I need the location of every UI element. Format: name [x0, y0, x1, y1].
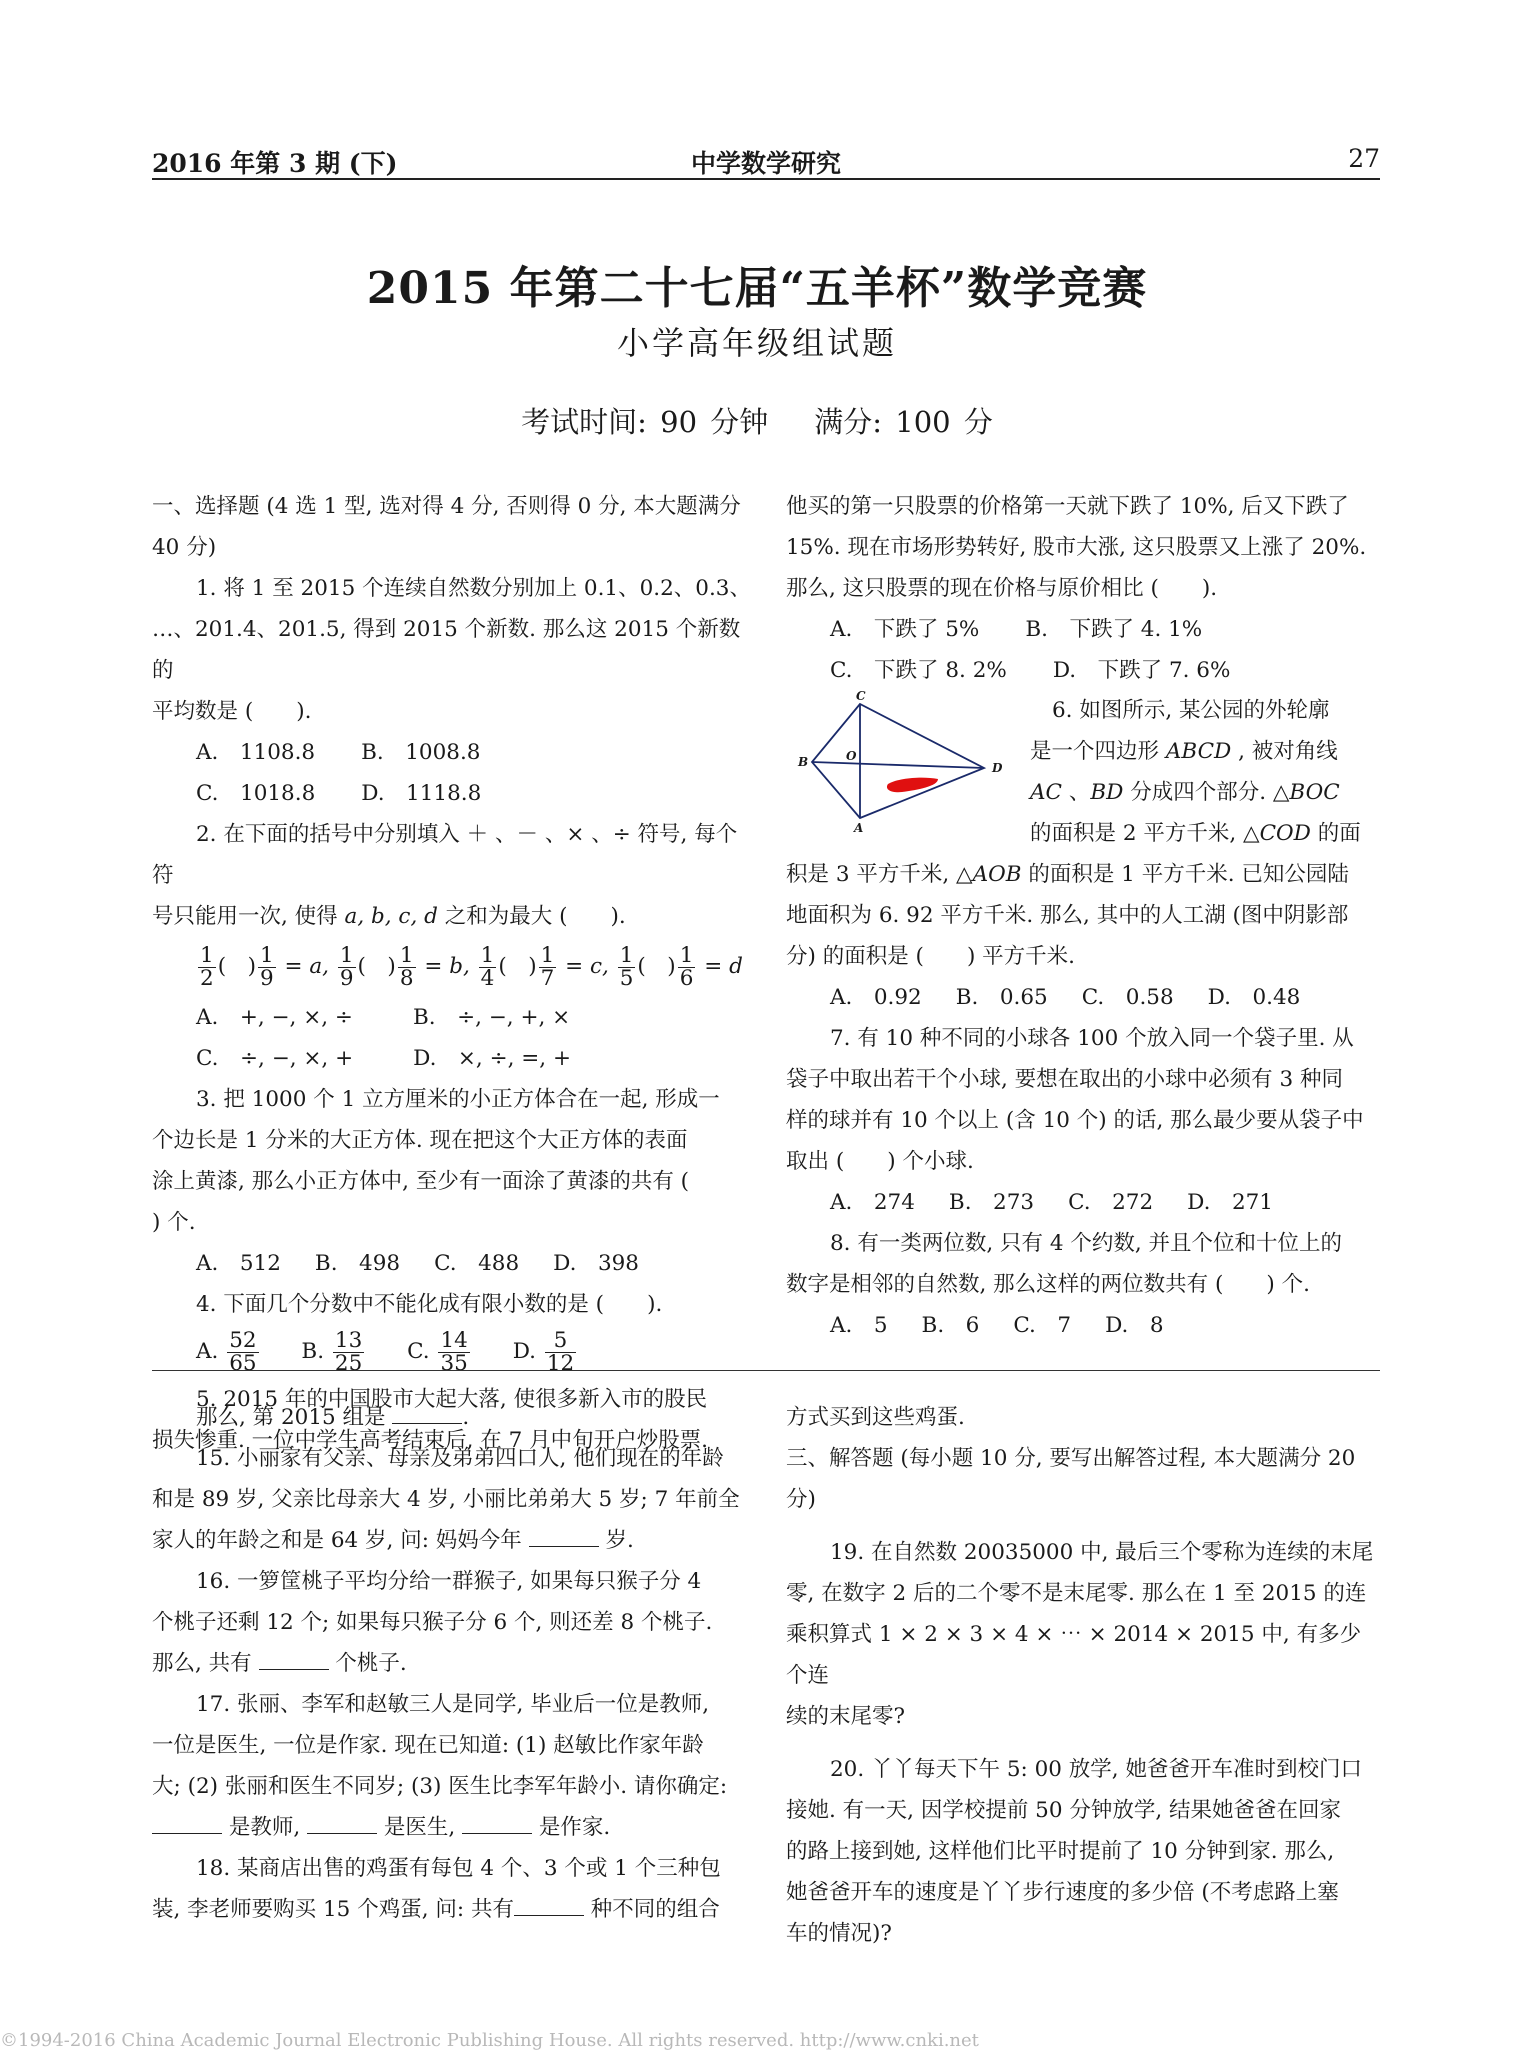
q18-text: 装, 李老师要购买 15 个鸡蛋, 问: 共有 — [152, 1897, 514, 1922]
q17-text: 是教师, — [228, 1815, 301, 1840]
frac-num: 14 — [440, 1327, 468, 1353]
page-subtitle: 小学高年级组试题 — [616, 324, 897, 362]
q6-line — [1030, 813, 1382, 854]
diagonal-bd — [812, 762, 984, 768]
fraction — [479, 942, 497, 991]
q20-line: 的路上接到她, 这样他们比平时提前了 10 分钟到家. 那么, — [786, 1839, 1335, 1864]
fig-label-b: B — [798, 755, 809, 769]
q8-line: 8. 有一类两位数, 只有 4 个约数, 并且个位和十位上的 — [830, 1231, 1343, 1256]
q6-var: AC — [1030, 780, 1062, 805]
page-number: 27 — [1348, 144, 1380, 173]
q17-text: 是医生, — [383, 1815, 456, 1840]
q3-option-d: D. 398 — [553, 1251, 639, 1276]
answer-blank — [392, 1405, 462, 1424]
frac-den: 35 — [440, 1350, 468, 1376]
q7-options-row — [786, 1182, 1382, 1223]
fraction — [398, 942, 416, 991]
section3-heading-cont: 分) — [786, 1487, 816, 1512]
equation-result: = d — [704, 954, 743, 979]
frac-den: 12 — [546, 1350, 575, 1376]
exam-info — [0, 400, 1514, 441]
q8-options-row — [786, 1305, 1382, 1346]
q6-option-d: D. 0.48 — [1207, 985, 1301, 1010]
q6-text: , 被对角线 — [1231, 739, 1338, 764]
q3-line: ) 个. — [152, 1210, 196, 1235]
q6-line: 6. 如图所示, 某公园的外轮廓 — [1052, 698, 1330, 723]
q8-option-d: D. 8 — [1105, 1313, 1164, 1338]
frac-num: 13 — [334, 1327, 363, 1353]
q6-line: 地面积为 6. 92 平方千米. 那么, 其中的人工湖 (图中阴影部 — [786, 903, 1349, 928]
q19-line: 零, 在数字 2 后的二个零不是末尾零. 那么在 1 至 2015 的连 — [786, 1581, 1367, 1606]
q6-var: ABCD — [1165, 739, 1232, 764]
fraction — [678, 942, 696, 991]
q14-tail — [152, 1397, 752, 1438]
q2-text: 号只能用一次, 使得 — [152, 904, 345, 929]
q20-line: 车的情况)? — [786, 1921, 892, 1946]
copyright-footer: ©1994-2016 China Academic Journal Electronic Publishing House. All rights reserved. http://www.cnki.net — [0, 2030, 979, 2051]
q2-options-row — [152, 1038, 752, 1079]
q16-text: 个桃子. — [335, 1651, 407, 1676]
q18-line — [152, 1889, 752, 1930]
answer-blank — [259, 1651, 329, 1670]
q5-option-b: B. 下跌了 4. 1% — [1025, 617, 1203, 642]
frac-num: 1 — [619, 942, 634, 968]
q4-option-d-label: D. — [512, 1339, 536, 1364]
section-divider — [152, 1370, 1380, 1371]
exam-time: 考试时间: 90 分钟 — [521, 405, 769, 439]
frac-den: 9 — [339, 965, 354, 991]
q18-line: 18. 某商店出售的鸡蛋有每包 4 个、3 个或 1 个三种包 — [196, 1856, 721, 1881]
q15-text: 家人的年龄之和是 64 岁, 问: 妈妈今年 — [152, 1528, 522, 1553]
frac-den: 25 — [334, 1350, 363, 1376]
q4-option-b-label: B. — [301, 1339, 325, 1364]
q6-text: 的面 — [1310, 821, 1361, 846]
fig-label-o: O — [846, 749, 857, 763]
blank-paren: ( ) — [637, 954, 676, 979]
q7-line: 取出 ( ) 个小球. — [786, 1149, 974, 1174]
q2-option-d: D. ×, ÷, =, + — [413, 1046, 571, 1071]
blank-paren: ( ) — [357, 954, 396, 979]
q20-line: 20. 丫丫每天下午 5: 00 放学, 她爸爸开车准时到校门口 — [830, 1757, 1362, 1782]
frac-num: 1 — [679, 942, 694, 968]
journal-name: 中学数学研究 — [690, 149, 841, 178]
q5-option-a: A. 下跌了 5% — [830, 617, 980, 642]
frac-num: 1 — [399, 942, 414, 968]
q14-text: . — [462, 1405, 470, 1430]
frac-num: 1 — [200, 942, 214, 968]
q6-text-beside-figure — [1030, 690, 1382, 854]
q5-line: 15%. 现在市场形势转好, 股市大涨, 这只股票又上涨了 20%. — [786, 535, 1367, 560]
q6-line: 分) 的面积是 ( ) 平方千米. — [786, 944, 1076, 969]
q6-text: 、 — [1061, 780, 1091, 805]
frac-num: 5 — [545, 1330, 576, 1353]
issue-label: 2016 年第 3 期 (下) — [152, 149, 398, 178]
q6-option-b: B. 0.65 — [955, 985, 1048, 1010]
frac-num: 1 — [259, 942, 274, 968]
q1-line: …、201.4、201.5, 得到 2015 个新数. 那么这 2015 个新数的 — [152, 617, 741, 683]
header-rule — [152, 178, 1380, 180]
frac-den: 2 — [200, 965, 214, 991]
q20-line: 接她. 有一天, 因学校提前 50 分钟放学, 结果她爸爸在回家 — [786, 1798, 1342, 1823]
q3-options-row — [152, 1243, 752, 1284]
q5-line: 损失惨重. 一位中学生高考结束后, 在 7 月中旬开户炒股票. — [152, 1428, 709, 1453]
exam-score: 满分: 100 分 — [814, 405, 993, 439]
q3-line: 个边长是 1 分米的大正方体. 现在把这个大正方体的表面 — [152, 1128, 688, 1153]
q7-option-a: A. 274 — [830, 1190, 915, 1215]
answer-blank — [307, 1815, 377, 1834]
q3-line: 涂上黄漆, 那么小正方体中, 至少有一面涂了黄漆的共有 ( — [152, 1169, 690, 1194]
q2-option-b: B. ÷, −, +, × — [412, 1005, 571, 1030]
q19-line: 19. 在自然数 20035000 中, 最后三个零称为连续的末尾 — [830, 1540, 1374, 1565]
frac-num: 1 — [540, 942, 555, 968]
answer-blank — [152, 1815, 222, 1834]
q4-option-a-label: A. — [196, 1339, 219, 1364]
left-column-top — [152, 486, 752, 1461]
q7-option-b: B. 273 — [948, 1190, 1035, 1215]
q6-figure — [788, 690, 1028, 840]
q3-option-b: B. 498 — [314, 1251, 401, 1276]
q7-option-c: C. 272 — [1068, 1190, 1154, 1215]
q4-option-c-fraction — [438, 1327, 469, 1376]
answer-blank — [529, 1528, 599, 1547]
equation-result: = c, — [565, 954, 609, 979]
fraction — [338, 942, 356, 991]
q16-line — [152, 1643, 752, 1684]
q6-text: 的面积是 1 平方千米. 已知公园陆 — [1021, 862, 1349, 887]
q6-text: 是一个四边形 — [1030, 739, 1166, 764]
q15-text: 岁. — [605, 1528, 634, 1553]
running-header — [152, 140, 1380, 176]
q1-options-row — [152, 732, 752, 773]
q6-line — [1030, 731, 1382, 772]
quadrilateral-outline — [812, 704, 984, 818]
q1-line: 平均数是 ( ). — [152, 699, 312, 724]
answer-blank — [462, 1815, 532, 1834]
q2-line — [152, 896, 752, 937]
q16-text: 那么, 共有 — [152, 1651, 252, 1676]
q3-option-c: C. 488 — [434, 1251, 520, 1276]
fraction — [618, 942, 636, 991]
q8-line: 数字是相邻的自然数, 那么这样的两位数共有 ( ) 个. — [786, 1272, 1310, 1297]
q5-option-c: C. 下跌了 8. 2% — [830, 658, 1007, 683]
q7-line: 7. 有 10 种不同的小球各 100 个放入同一个袋子里. 从 — [830, 1026, 1354, 1051]
right-column-bottom — [786, 1397, 1382, 1954]
q2-vars: a, b, c, d — [344, 904, 438, 929]
frac-num: 52 — [229, 1327, 257, 1353]
frac-den: 8 — [399, 965, 414, 991]
q6-option-a: A. 0.92 — [830, 985, 922, 1010]
q1-option-b: B. 1008.8 — [361, 740, 481, 765]
quadrilateral-diagram — [788, 690, 1028, 840]
q1-option-c: C. 1018.8 — [196, 781, 316, 806]
frac-den: 65 — [229, 1350, 257, 1376]
frac-den: 4 — [480, 965, 495, 991]
q19-line: 续的末尾零? — [786, 1704, 906, 1729]
q6-line — [786, 854, 1382, 895]
q17-line: 17. 张丽、李军和赵敏三人是同学, 毕业后一位是教师, — [196, 1692, 710, 1717]
q15-line: 15. 小丽家有父亲、母亲及弟弟四口人, 他们现在的年龄 — [196, 1446, 724, 1471]
frac-den: 5 — [619, 965, 634, 991]
q5-options-row — [786, 650, 1382, 691]
q17-line — [152, 1807, 752, 1848]
q8-option-b: B. 6 — [921, 1313, 980, 1338]
frac-num: 1 — [480, 942, 495, 968]
q17-line: 大; (2) 张丽和医生不同岁; (3) 医生比李军年龄小. 请你确定: — [152, 1774, 728, 1799]
q15-line: 和是 89 岁, 父亲比母亲大 4 岁, 小丽比弟弟大 5 岁; 7 年前全 — [152, 1487, 740, 1512]
left-column-bottom — [152, 1397, 752, 1930]
q16-line: 个桃子还剩 12 个; 如果每只猴子分 6 个, 则还差 8 个桃子. — [152, 1610, 713, 1635]
equation-result: = b, — [424, 954, 470, 979]
q4-option-c-label: C. — [407, 1339, 430, 1364]
section1-heading-cont: 40 分) — [152, 535, 217, 560]
q7-line: 样的球并有 10 个以上 (含 10 个) 的话, 那么最少要从袋子中 — [786, 1108, 1364, 1133]
frac-num: 1 — [339, 942, 354, 968]
q5-line: 5. 2015 年的中国股市大起大落, 使很多新入市的股民 — [196, 1387, 708, 1412]
q18-text: 种不同的组合 — [590, 1897, 720, 1922]
q5-option-d: D. 下跌了 7. 6% — [1052, 658, 1231, 683]
q4-option-b-fraction — [333, 1327, 364, 1376]
blank-paren: ( ) — [217, 954, 256, 979]
q16-line: 16. 一箩筐桃子平均分给一群猴子, 如果每只猴子分 4 — [196, 1569, 702, 1594]
fig-label-c: C — [856, 690, 866, 703]
q5-line: 他买的第一只股票的价格第一天就下跌了 10%, 后又下跌了 — [786, 494, 1349, 519]
q6-text: 的面积是 2 平方千米, △ — [1030, 821, 1260, 846]
page-title: 2015 年第二十七届“五羊杯”数学竞赛 — [366, 263, 1148, 314]
q8-option-a: A. 5 — [830, 1313, 888, 1338]
q6-var: BD — [1090, 780, 1124, 805]
q6-var: BOC — [1289, 780, 1340, 805]
q1-options-row — [152, 773, 752, 814]
q6-text: 积是 3 平方千米, △ — [786, 862, 973, 887]
frac-den: 6 — [679, 965, 694, 991]
q5-options-row — [786, 609, 1382, 650]
answer-blank — [514, 1897, 584, 1916]
q2-option-c: C. ÷, −, ×, + — [196, 1046, 354, 1071]
q6-options-row — [786, 977, 1382, 1018]
q4-line: 4. 下面几个分数中不能化成有限小数的是 ( ). — [196, 1292, 663, 1317]
q17-line: 一位是医生, 一位是作家. 现在已知道: (1) 赵敏比作家年龄 — [152, 1733, 704, 1758]
q1-line: 1. 将 1 至 2015 个连续自然数分别加上 0.1、0.2、0.3、 — [196, 576, 751, 601]
q19-line: 乘积算式 1 × 2 × 3 × 4 × ⋯ × 2014 × 2015 中, 有多少个连 — [786, 1622, 1362, 1688]
fig-label-a: A — [854, 821, 864, 835]
q2-options-row — [152, 997, 752, 1038]
q6-var: AOB — [972, 862, 1022, 887]
q7-line: 袋子中取出若干个小球, 要想在取出的小球中必须有 3 种同 — [786, 1067, 1344, 1092]
q2-equations — [152, 937, 752, 997]
q8-option-c: C. 7 — [1013, 1313, 1072, 1338]
q6-line — [1030, 772, 1382, 813]
q4-option-a-fraction — [227, 1327, 258, 1376]
q1-option-d: D. 1118.8 — [361, 781, 482, 806]
q5-line: 那么, 这只股票的现在价格与原价相比 ( ). — [786, 576, 1218, 601]
q2-text: 之和为最大 ( ). — [437, 904, 626, 929]
frac-den: 9 — [259, 965, 274, 991]
frac-den: 7 — [540, 965, 555, 991]
q14-text: 那么, 第 2015 组是 — [196, 1405, 386, 1430]
q4-option-d-fraction — [545, 1327, 576, 1376]
q2-option-a: A. +, −, ×, ÷ — [196, 1005, 353, 1030]
q18-line: 方式买到这些鸡蛋. — [786, 1405, 965, 1430]
equation-result: = a, — [284, 954, 330, 979]
blank-paren: ( ) — [498, 954, 537, 979]
section3-heading: 三、解答题 (每小题 10 分, 要写出解答过程, 本大题满分 20 — [786, 1446, 1356, 1471]
fraction — [539, 942, 557, 991]
q6-var: COD — [1259, 821, 1311, 846]
q6-text: 分成四个部分. △ — [1123, 780, 1290, 805]
q3-line: 3. 把 1000 个 1 立方厘米的小正方体合在一起, 形成一 — [196, 1087, 720, 1112]
q15-line — [152, 1520, 752, 1561]
q1-option-a: A. 1108.8 — [196, 740, 316, 765]
q7-option-d: D. 271 — [1187, 1190, 1273, 1215]
q3-option-a: A. 512 — [196, 1251, 281, 1276]
right-column-top — [786, 486, 1382, 691]
fraction — [258, 942, 276, 991]
fraction — [198, 942, 216, 991]
section1-heading: 一、选择题 (4 选 1 型, 选对得 4 分, 否则得 0 分, 本大题满分 — [152, 494, 741, 519]
q6-option-c: C. 0.58 — [1081, 985, 1174, 1010]
q20-line: 她爸爸开车的速度是丫丫步行速度的多少倍 (不考虑路上塞 — [786, 1880, 1339, 1905]
right-column-continued — [786, 854, 1382, 1346]
q2-line: 2. 在下面的括号中分别填入 ＋ 、－ 、× 、÷ 符号, 每个符 — [152, 822, 738, 888]
fig-label-d: D — [992, 761, 1003, 775]
q17-text: 是作家. — [538, 1815, 611, 1840]
